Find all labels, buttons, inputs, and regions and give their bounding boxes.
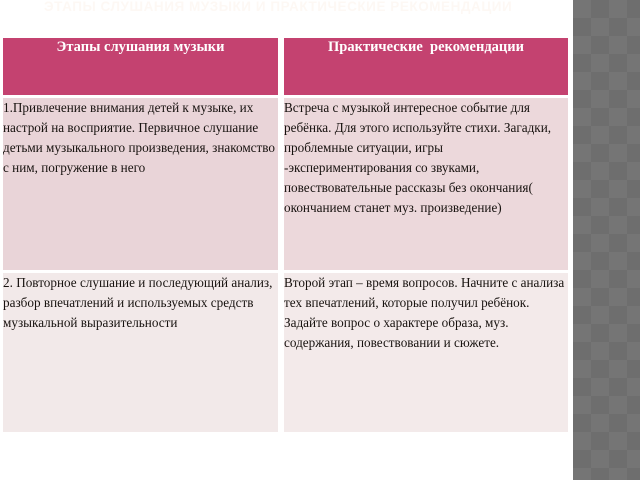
column-header-stages-label: Этапы слушания музыки bbox=[56, 39, 225, 55]
row-1-recommendation-cell bbox=[284, 98, 568, 270]
page-title: ЭТАПЫ СЛУШАНИЯ МУЗЫКИ И ПРАКТИЧЕСКИЕ РЕКОМЕНДАЦИИ bbox=[44, 0, 513, 14]
row-2-stage-cell bbox=[3, 273, 278, 432]
row-1-stage-text: 1.Привлечение внимания детей к музыке, их настрой на восприятие. Первичное слушание детьми музыкального произведения, знакомство с ним, погружение в него bbox=[3, 100, 276, 175]
column-header-recommendations bbox=[284, 38, 568, 95]
row-2-recommendation-cell bbox=[284, 273, 568, 432]
argyle-diamond-pattern bbox=[573, 0, 640, 480]
table-header-row bbox=[3, 38, 568, 95]
stages-recommendations-table bbox=[3, 38, 568, 432]
column-header-recommendations-label: Практические рекомендации bbox=[328, 39, 524, 55]
table-row bbox=[3, 98, 568, 270]
row-1-recommendation-text: Встреча с музыкой интересное событие для ребёнка. Для этого используйте стихи. Загадки, проблемные ситуации, игры -экспериментирования со звуками, повествовательные рассказы без окончания( окончанием станет муз. произведение) bbox=[284, 100, 552, 215]
row-2-stage-text: 2. Повторное слушание и последующий анализ, разбор впечатлений и используемых средств музыкальной выразительности bbox=[3, 275, 273, 330]
table-row bbox=[3, 273, 568, 432]
column-header-stages bbox=[3, 38, 278, 95]
row-2-recommendation-text: Второй этап – время вопросов. Начните с анализа тех впечатлений, которые получил ребёнок. Задайте вопрос о характере образа, муз. содержания, повествовании и сюжете. bbox=[284, 275, 565, 350]
row-1-stage-cell bbox=[3, 98, 278, 270]
